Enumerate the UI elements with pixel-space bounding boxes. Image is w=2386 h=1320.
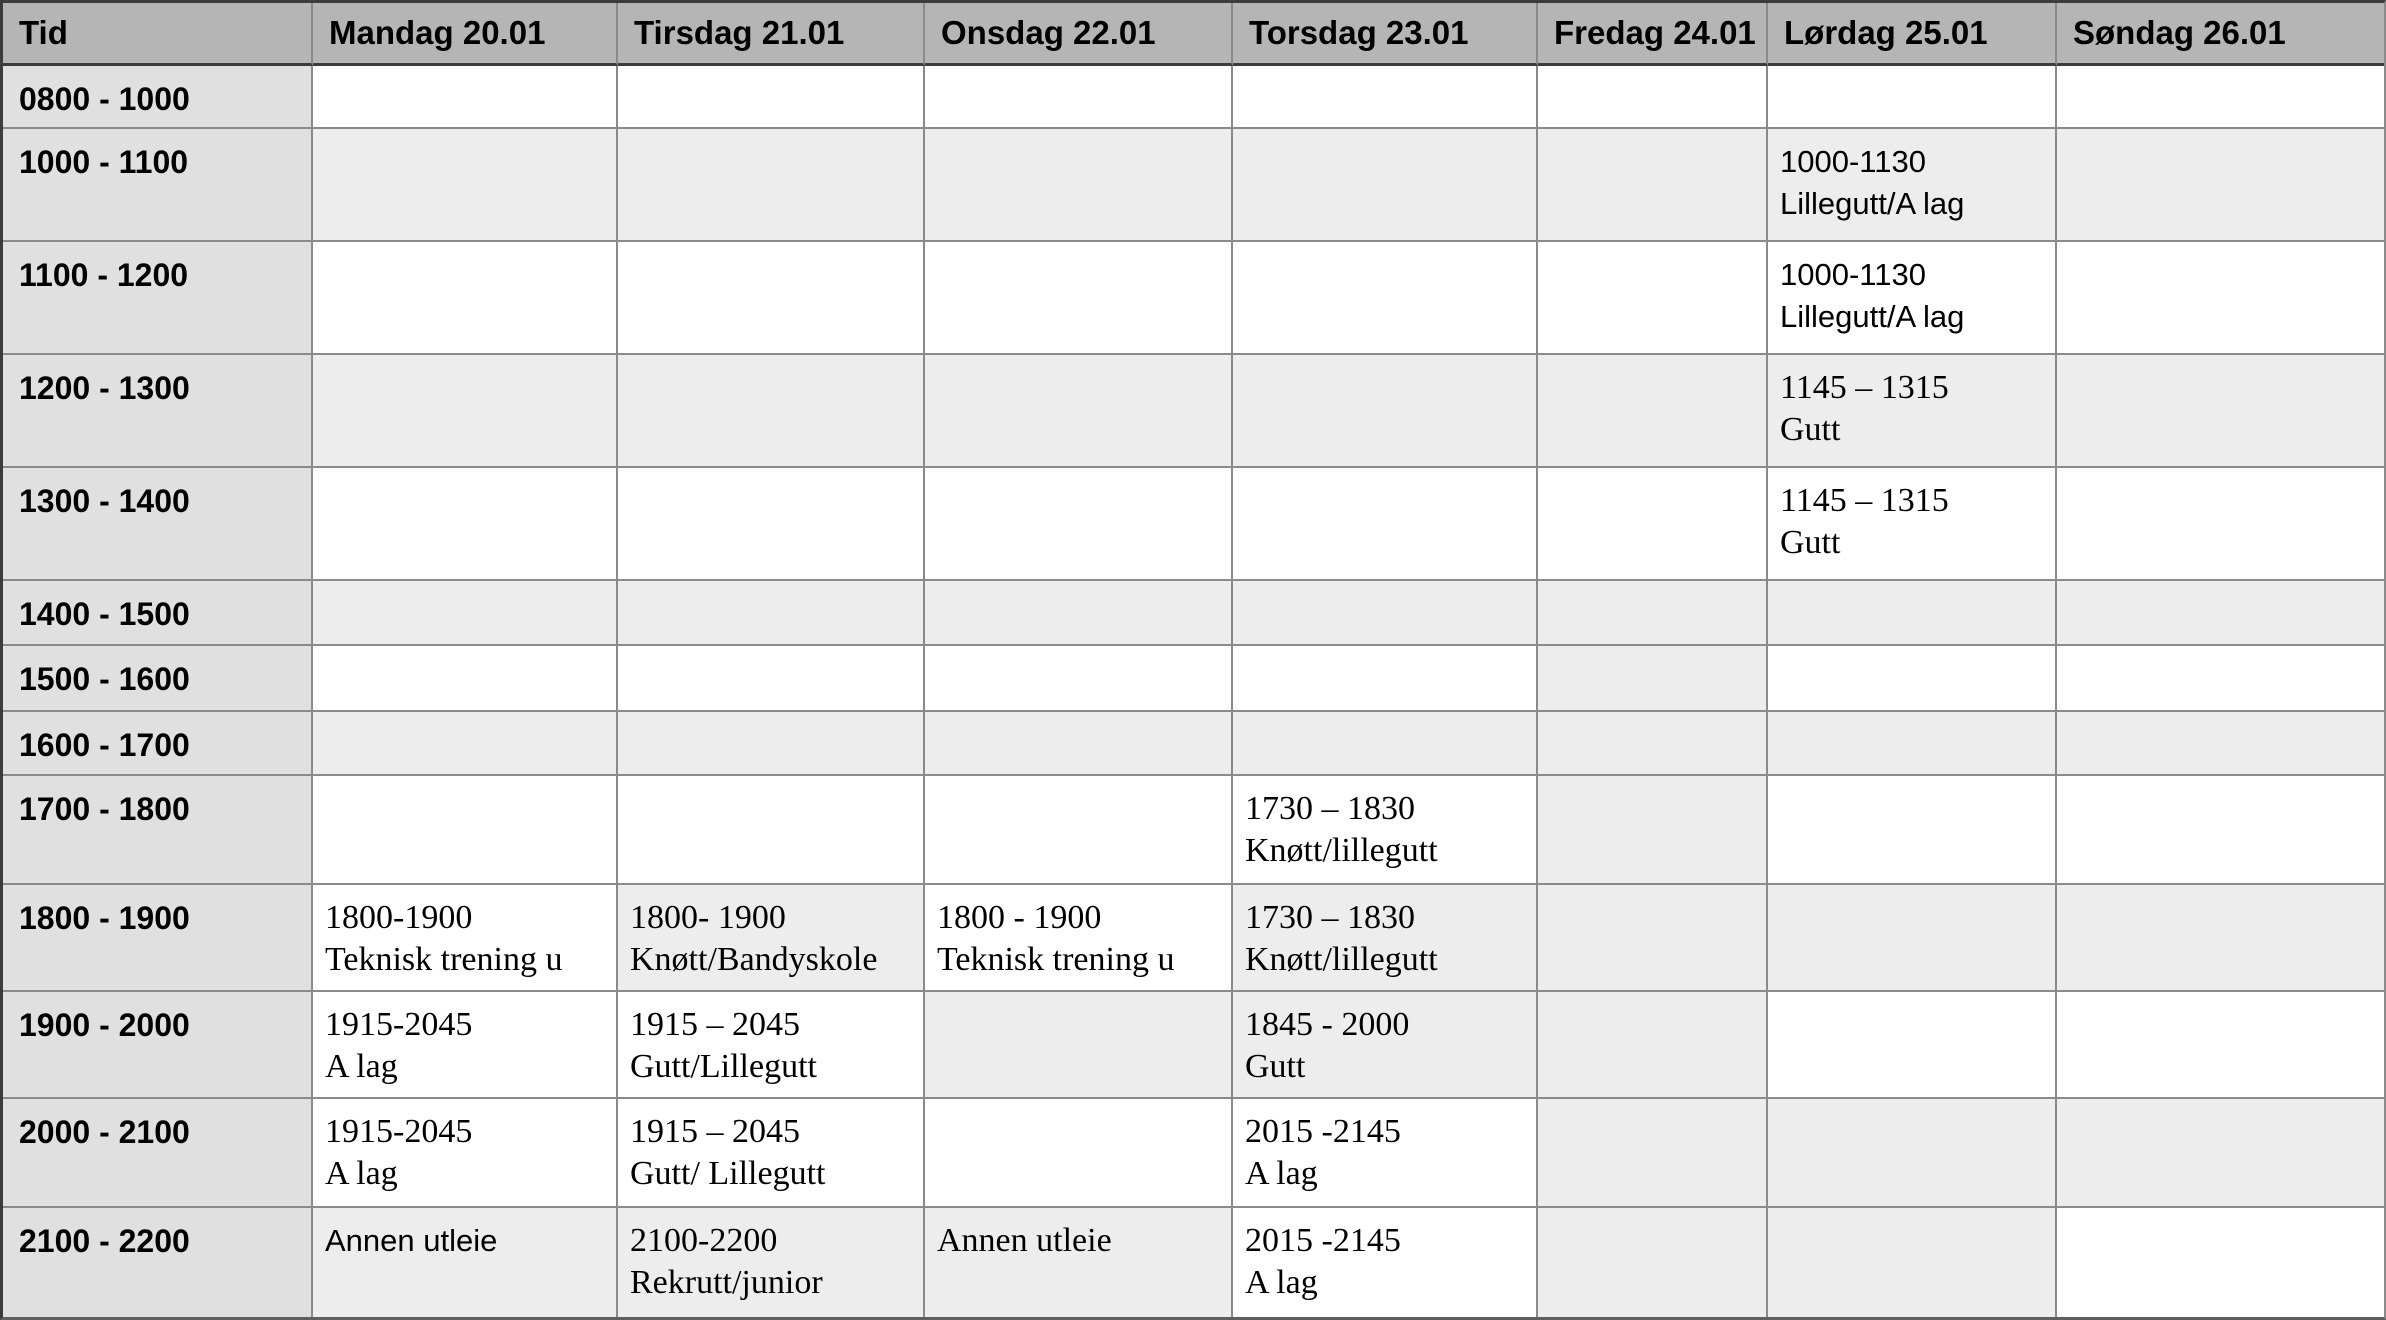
schedule-cell-tirsdag — [618, 885, 925, 992]
schedule-cell-tirsdag — [618, 646, 925, 712]
time-slot-text: 1700 - 1800 — [19, 791, 190, 827]
schedule-cell-tirsdag — [618, 776, 925, 885]
schedule-cell-sondag — [2057, 242, 2384, 355]
schedule-cell-lordag — [1768, 66, 2057, 129]
schedule-cell-mandag — [313, 66, 618, 129]
booking-entry-line: Lillegutt/A lag — [1780, 186, 1965, 221]
time-slot-text: 1800 - 1900 — [19, 900, 190, 936]
column-header-torsdag — [1233, 3, 1538, 66]
schedule-cell-torsdag — [1233, 646, 1538, 712]
booking-entry-line: A lag — [325, 1048, 398, 1085]
schedule-cell-fredag — [1538, 646, 1768, 712]
time-slot-label — [3, 712, 313, 776]
booking-entry-line: 1000-1130 — [1780, 257, 1926, 292]
booking-entry-line: 1800- 1900 — [630, 899, 786, 936]
schedule-cell-mandag — [313, 581, 618, 646]
schedule-cell-tirsdag — [618, 129, 925, 242]
schedule-cell-onsdag — [925, 66, 1233, 129]
schedule-cell-mandag — [313, 242, 618, 355]
schedule-cell-fredag — [1538, 242, 1768, 355]
schedule-cell-mandag — [313, 468, 618, 581]
schedule-cell-onsdag — [925, 468, 1233, 581]
column-header-label: Tid — [19, 14, 68, 51]
booking-entry-line: 1915-2045 — [325, 1006, 473, 1043]
booking-entry-line: Knøtt/lillegutt — [1245, 941, 1438, 978]
booking-entry-line: 1915 – 2045 — [630, 1006, 800, 1043]
schedule-cell-tirsdag — [618, 1208, 925, 1317]
booking-entry-line: 2015 -2145 — [1245, 1113, 1401, 1150]
schedule-cell-tirsdag — [618, 712, 925, 776]
schedule-cell-torsdag — [1233, 66, 1538, 129]
schedule-cell-torsdag — [1233, 776, 1538, 885]
schedule-cell-fredag — [1538, 581, 1768, 646]
schedule-cell-fredag — [1538, 1099, 1768, 1208]
booking-entry-line: Knøtt/Bandyskole — [630, 941, 878, 978]
booking-entry-line: Gutt — [1780, 524, 1841, 561]
schedule-cell-mandag — [313, 1099, 618, 1208]
schedule-cell-onsdag — [925, 992, 1233, 1099]
schedule-cell-fredag — [1538, 1208, 1768, 1317]
booking-entry-line: Rekrutt/junior — [630, 1264, 823, 1301]
booking-entry-line: 2100-2200 — [630, 1222, 778, 1259]
time-slot-text: 0800 - 1000 — [19, 81, 190, 117]
time-slot-label — [3, 355, 313, 468]
schedule-cell-fredag — [1538, 712, 1768, 776]
booking-entry-line: 1800-1900 — [325, 899, 473, 936]
schedule-cell-torsdag — [1233, 992, 1538, 1099]
booking-entry-line: A lag — [1245, 1155, 1318, 1192]
schedule-cell-sondag — [2057, 646, 2384, 712]
schedule-cell-sondag — [2057, 1099, 2384, 1208]
booking-entry-line: 1000-1130 — [1780, 144, 1926, 179]
booking-entry-line: Lillegutt/A lag — [1780, 299, 1965, 334]
booking-entry-line: 1730 – 1830 — [1245, 790, 1415, 827]
schedule-cell-sondag — [2057, 355, 2384, 468]
schedule-cell-fredag — [1538, 66, 1768, 129]
time-slot-label — [3, 129, 313, 242]
schedule-cell-sondag — [2057, 129, 2384, 242]
schedule-cell-mandag — [313, 776, 618, 885]
booking-entry-line: Knøtt/lillegutt — [1245, 832, 1438, 869]
schedule-cell-tirsdag — [618, 468, 925, 581]
schedule-cell-lordag — [1768, 468, 2057, 581]
time-slot-text: 1600 - 1700 — [19, 727, 190, 763]
schedule-cell-mandag — [313, 992, 618, 1099]
schedule-cell-lordag — [1768, 355, 2057, 468]
schedule-cell-onsdag — [925, 242, 1233, 355]
schedule-cell-tirsdag — [618, 66, 925, 129]
booking-entry-line: 1145 – 1315 — [1780, 482, 1949, 519]
booking-entry-line: A lag — [325, 1155, 398, 1192]
time-slot-text: 1500 - 1600 — [19, 661, 190, 697]
booking-entry-line: Annen utleie — [325, 1223, 498, 1258]
schedule-cell-mandag — [313, 1208, 618, 1317]
schedule-cell-lordag — [1768, 129, 2057, 242]
time-slot-text: 1900 - 2000 — [19, 1007, 190, 1043]
time-slot-text: 2000 - 2100 — [19, 1114, 190, 1150]
schedule-cell-onsdag — [925, 646, 1233, 712]
schedule-cell-onsdag — [925, 581, 1233, 646]
schedule-cell-fredag — [1538, 129, 1768, 242]
schedule-cell-mandag — [313, 355, 618, 468]
time-slot-text: 1000 - 1100 — [19, 144, 189, 180]
schedule-cell-tirsdag — [618, 1099, 925, 1208]
schedule-cell-sondag — [2057, 776, 2384, 885]
column-header-label: Torsdag 23.01 — [1249, 14, 1469, 51]
booking-entry-line: Teknisk trening u — [937, 941, 1175, 978]
booking-entry-line: 1915 – 2045 — [630, 1113, 800, 1150]
booking-entry-line: Teknisk trening u — [325, 941, 563, 978]
schedule-cell-onsdag — [925, 776, 1233, 885]
schedule-cell-onsdag — [925, 129, 1233, 242]
schedule-cell-sondag — [2057, 66, 2384, 129]
schedule-cell-torsdag — [1233, 712, 1538, 776]
schedule-cell-lordag — [1768, 885, 2057, 992]
booking-entry-line: 1915-2045 — [325, 1113, 473, 1150]
booking-entry-line: Annen utleie — [937, 1222, 1112, 1259]
schedule-cell-torsdag — [1233, 129, 1538, 242]
column-header-tid — [3, 3, 313, 66]
booking-entry-line: 1845 - 2000 — [1245, 1006, 1410, 1043]
schedule-cell-mandag — [313, 885, 618, 992]
schedule-cell-fredag — [1538, 355, 1768, 468]
time-slot-label — [3, 242, 313, 355]
time-slot-text: 1200 - 1300 — [19, 370, 190, 406]
schedule-cell-torsdag — [1233, 242, 1538, 355]
time-slot-label — [3, 776, 313, 885]
booking-entry-line: Gutt — [1245, 1048, 1306, 1085]
column-header-label: Onsdag 22.01 — [941, 14, 1156, 51]
column-header-label: Tirsdag 21.01 — [634, 14, 845, 51]
schedule-cell-torsdag — [1233, 1208, 1538, 1317]
time-slot-label — [3, 1208, 313, 1317]
schedule-cell-onsdag — [925, 712, 1233, 776]
schedule-cell-fredag — [1538, 776, 1768, 885]
schedule-cell-lordag — [1768, 1208, 2057, 1317]
schedule-cell-tirsdag — [618, 581, 925, 646]
booking-entry-line: A lag — [1245, 1264, 1318, 1301]
time-slot-text: 1400 - 1500 — [19, 596, 190, 632]
time-slot-label — [3, 66, 313, 129]
schedule-cell-mandag — [313, 712, 618, 776]
schedule-cell-sondag — [2057, 1208, 2384, 1317]
schedule-cell-sondag — [2057, 885, 2384, 992]
schedule-cell-torsdag — [1233, 468, 1538, 581]
booking-entry-line: 2015 -2145 — [1245, 1222, 1401, 1259]
schedule-cell-lordag — [1768, 992, 2057, 1099]
schedule-cell-tirsdag — [618, 355, 925, 468]
schedule-cell-onsdag — [925, 1208, 1233, 1317]
schedule-cell-sondag — [2057, 712, 2384, 776]
time-slot-label — [3, 885, 313, 992]
schedule-cell-mandag — [313, 129, 618, 242]
schedule-cell-lordag — [1768, 776, 2057, 885]
booking-entry-line: 1145 – 1315 — [1780, 369, 1949, 406]
schedule-cell-lordag — [1768, 242, 2057, 355]
booking-entry-line: Gutt — [1780, 411, 1841, 448]
schedule-cell-sondag — [2057, 468, 2384, 581]
column-header-lordag — [1768, 3, 2057, 66]
booking-entry-line: Gutt/Lillegutt — [630, 1048, 817, 1085]
booking-entry-line: 1730 – 1830 — [1245, 899, 1415, 936]
booking-entry-line: 1800 - 1900 — [937, 899, 1102, 936]
time-slot-text: 2100 - 2200 — [19, 1223, 190, 1259]
column-header-mandag — [313, 3, 618, 66]
time-slot-text: 1100 - 1200 — [19, 257, 189, 293]
schedule-cell-mandag — [313, 646, 618, 712]
column-header-sondag — [2057, 3, 2384, 66]
schedule-cell-fredag — [1538, 468, 1768, 581]
time-slot-label — [3, 1099, 313, 1208]
schedule-cell-torsdag — [1233, 885, 1538, 992]
column-header-label: Mandag 20.01 — [329, 14, 546, 51]
time-slot-label — [3, 581, 313, 646]
schedule-cell-sondag — [2057, 581, 2384, 646]
schedule-cell-lordag — [1768, 581, 2057, 646]
schedule-cell-torsdag — [1233, 355, 1538, 468]
schedule-cell-lordag — [1768, 646, 2057, 712]
schedule-cell-fredag — [1538, 885, 1768, 992]
schedule-cell-lordag — [1768, 1099, 2057, 1208]
schedule-cell-onsdag — [925, 1099, 1233, 1208]
schedule-cell-fredag — [1538, 992, 1768, 1099]
schedule-cell-lordag — [1768, 712, 2057, 776]
schedule-cell-tirsdag — [618, 242, 925, 355]
schedule-cell-onsdag — [925, 885, 1233, 992]
time-slot-label — [3, 468, 313, 581]
column-header-label: Fredag 24.01 — [1554, 14, 1756, 51]
booking-entry-line: Gutt/ Lillegutt — [630, 1155, 826, 1192]
column-header-onsdag — [925, 3, 1233, 66]
time-slot-label — [3, 992, 313, 1099]
time-slot-text: 1300 - 1400 — [19, 483, 190, 519]
schedule-cell-torsdag — [1233, 581, 1538, 646]
schedule-cell-torsdag — [1233, 1099, 1538, 1208]
column-header-fredag — [1538, 3, 1768, 66]
column-header-label: Søndag 26.01 — [2073, 14, 2286, 51]
time-slot-label — [3, 646, 313, 712]
schedule-cell-tirsdag — [618, 992, 925, 1099]
column-header-label: Lørdag 25.01 — [1784, 14, 1988, 51]
schedule-cell-sondag — [2057, 992, 2384, 1099]
schedule-cell-onsdag — [925, 355, 1233, 468]
column-header-tirsdag — [618, 3, 925, 66]
